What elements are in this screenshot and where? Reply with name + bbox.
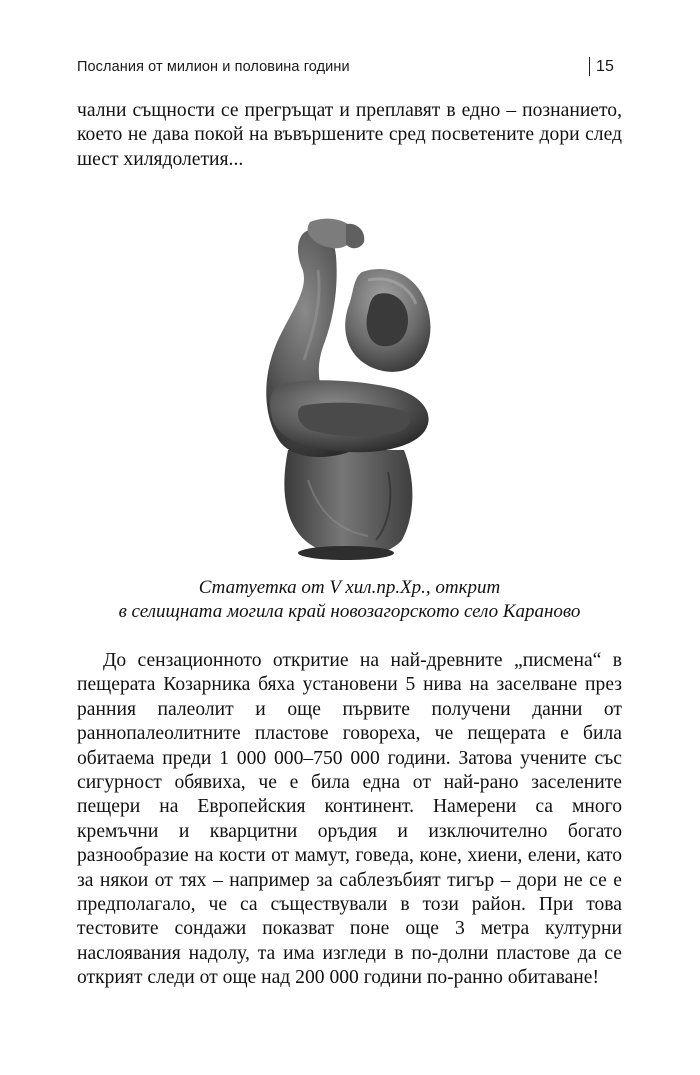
running-title: Послания от милион и половина години (77, 59, 350, 75)
opening-paragraph-block (77, 99, 622, 172)
caption-line-1: Статуетка от V хил.пр.Хр., открит (198, 577, 501, 598)
opening-paragraph: чални същности се прегръщат и преплавят в едно – познанието, което не дава покой на въвършените сред посветените дори след шест хилядолетия... (77, 100, 622, 170)
page-number: 15 (596, 57, 614, 75)
statuette-illustration (218, 210, 482, 565)
running-header (77, 57, 614, 79)
body-paragraph-block (77, 649, 622, 991)
page-number-rule (589, 57, 590, 76)
body-paragraph: До сензационното откритие на най-древните „писмена“ в пещерата Козарника бяха установени 5 нива на заселване през ранния палеолит и още първите получени данни от раннопалеолитните пластове говореха, че пещерата е била обитаема преди 1 000 000–750 000 години. Затова учените със сигурност обявиха, че е била една от най-рано заселените пещери на Европейския континент. Намерени са много кремъчни и кварцитни оръдия и изключително богато разнообразие на кости от мамут, говеда, коне, хиени, елени, като за някои от тях – например за саблезъбият тигър – дори не се е предполагало, че са съществували в този район. При това тестовите сондажи показват поне още 3 метра културни наслоявания надолу, та има изгледи в по-долни пластове да се открият следи от още над 200 000 години по-ранно обитаване! (77, 650, 622, 989)
figure-caption (77, 576, 622, 625)
caption-line-2: в селищната могила край новозагорското село Караново (118, 601, 581, 623)
page-number-block (589, 57, 614, 76)
statuette-photo (218, 210, 482, 565)
